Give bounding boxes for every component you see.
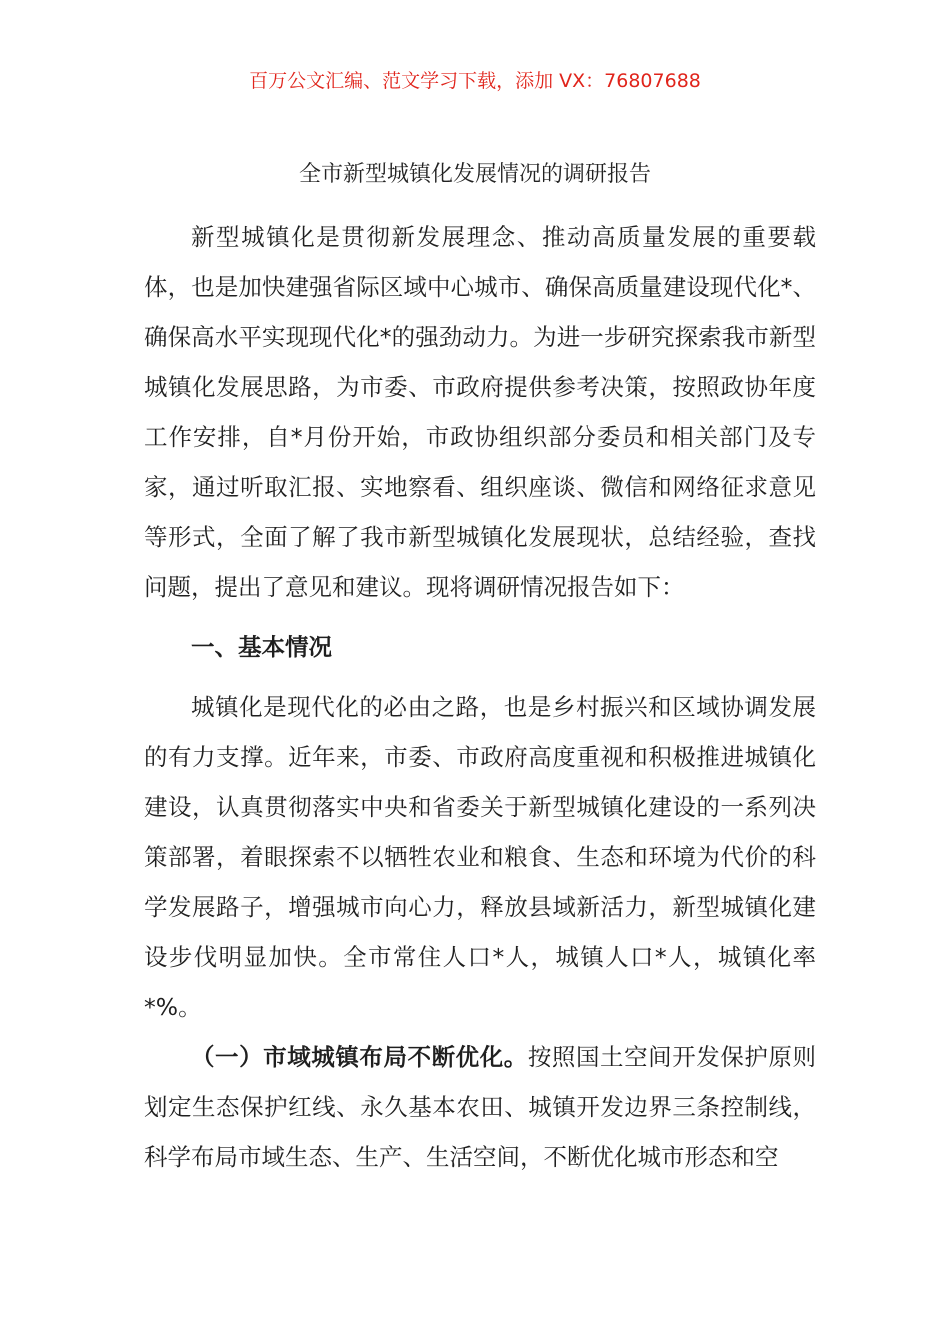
page-title: 全市新型城镇化发展情况的调研报告	[298, 162, 651, 187]
subsection1-text: 按照国土空间开发保护原则划定生态保护红线、永久基本农田、城镇开发边界三条控制线，科学布局市域生态、生产、生活空间，不断优化城市形态和空	[144, 1043, 817, 1171]
subsection1-paragraph	[144, 1032, 816, 1182]
subsection1-lead: （一）市域城镇布局不断优化。	[191, 1043, 528, 1071]
header-banner: 百万公文汇编、范文学习下载，添加 VX：76807688	[249, 70, 701, 92]
section-heading-basic-situation: 一、基本情况	[191, 633, 332, 661]
intro-paragraph: 新型城镇化是贯彻新发展理念、推动高质量发展的重要载体，也是加快建强省际区域中心城市、确保高质量建设现代化*、确保高水平实现现代化*的强劲动力。为进一步研究探索我市新型城镇化发展思路，为市委、市政府提供参考决策，按照政协年度工作安排，自*月份开始，市政协组织部分委员和相关部门及专家，通过听取汇报、实地察看、组织座谈、微信和网络征求意见等形式，全面了解了我市新型城镇化发展现状，总结经验，查找问题，提出了意见和建议。现将调研情况报告如下：	[144, 223, 816, 601]
document-body	[144, 212, 816, 1182]
section1-paragraph: 城镇化是现代化的必由之路，也是乡村振兴和区域协调发展的有力支撑。近年来，市委、市政府高度重视和积极推进城镇化建设，认真贯彻落实中央和省委关于新型城镇化建设的一系列决策部署，着眼探索不以牺牲农业和粮食、生态和环境为代价的科学发展路子，增强城市向心力，释放县域新活力，新型城镇化建设步伐明显加快。全市常住人口*人，城镇人口*人，城镇化率*%。	[144, 693, 816, 1021]
